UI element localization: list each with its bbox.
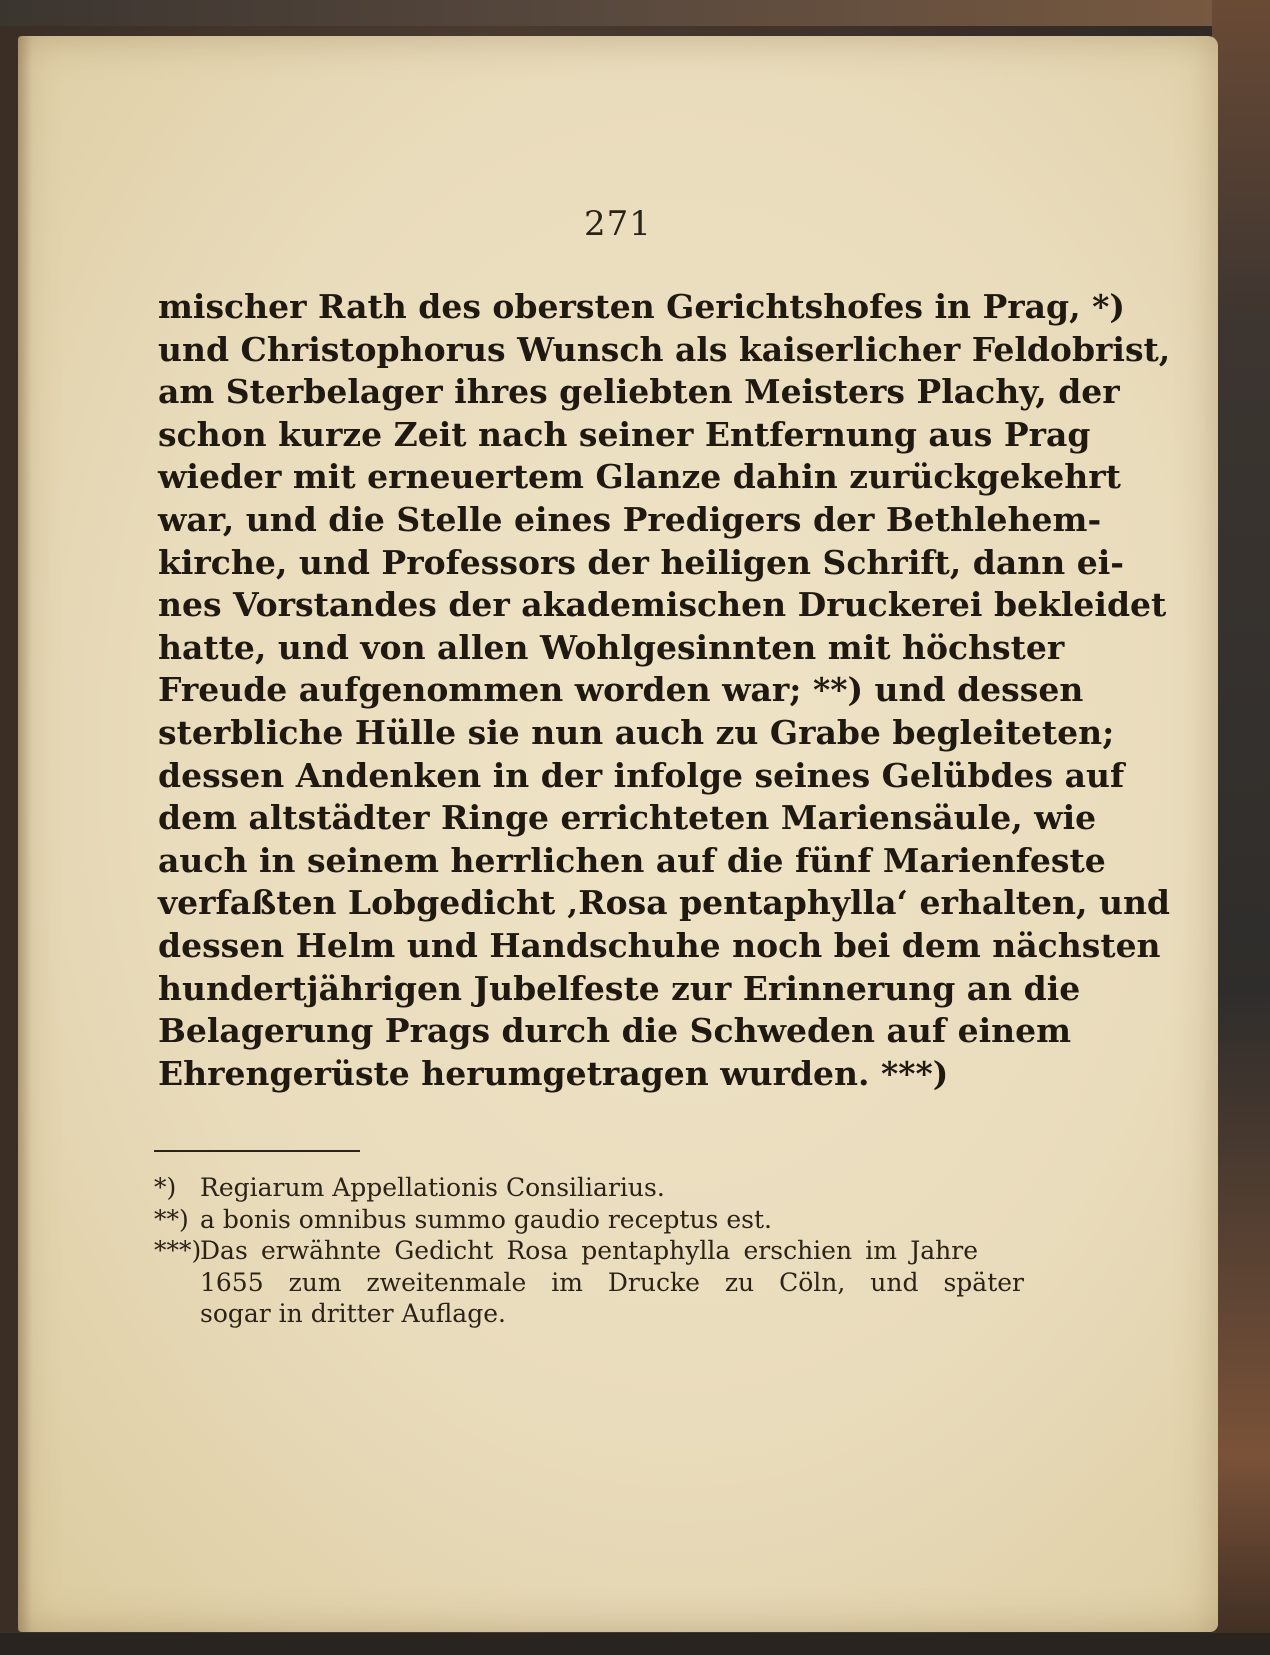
- text-line: dem altstädter Ringe errichteten Mariensäule, wie: [158, 798, 1097, 838]
- footnote-1: [154, 1172, 1054, 1204]
- text-line: Freude aufgenommen worden war; **) und dessen: [158, 670, 1084, 710]
- footnote-divider: [154, 1150, 360, 1152]
- text-line: war, und die Stelle eines Predigers der Bethlehem-: [158, 499, 1102, 539]
- main-text-block: [158, 286, 1171, 1095]
- cover-edge-bottom: [0, 1633, 1270, 1655]
- text-line: Belagerung Prags durch die Schweden auf einem: [158, 1011, 1072, 1051]
- text-line: hatte, und von allen Wohlgesinnten mit höchster: [158, 627, 1065, 667]
- footnote-mark: **): [154, 1204, 189, 1234]
- footnotes-block: [154, 1172, 1054, 1330]
- footnote-text: a bonis omnibus summo gaudio receptus est.: [200, 1204, 772, 1234]
- text-line: am Sterbelager ihres geliebten Meisters Plachy, der: [158, 372, 1120, 412]
- text-line: kirche, und Professors der heiligen Schrift, dann ei-: [158, 542, 1124, 582]
- footnote-mark: ***): [154, 1236, 202, 1265]
- text-line: hundertjährigen Jubelfeste zur Erinnerung an die: [158, 968, 1081, 1008]
- footnote-2: [154, 1204, 1054, 1236]
- cover-edge-right: [1212, 0, 1270, 1655]
- text-line: dessen Helm und Handschuhe noch bei dem nächsten: [158, 925, 1161, 965]
- text-line: und Christophorus Wunsch als kaiserlicher Feldobrist,: [158, 329, 1171, 369]
- footnote-3-continuation: 1655 zum zweitenmale im Drucke zu Cöln, und später: [200, 1267, 1024, 1297]
- text-line: Ehrengerüste herumgetragen wurden. ***): [158, 1053, 949, 1093]
- footnote-3-continuation: sogar in dritter Auflage.: [200, 1299, 506, 1328]
- text-line: dessen Andenken in der infolge seines Gelübdes auf: [158, 755, 1125, 795]
- text-line: auch in seinem herrlichen auf die fünf Marienfeste: [158, 840, 1106, 880]
- text-line: sterbliche Hülle sie nun auch zu Grabe begleiteten;: [158, 712, 1115, 752]
- footnote-text: Regiarum Appellationis Consiliarius.: [200, 1173, 665, 1202]
- page-gutter-shadow: [18, 36, 32, 1632]
- text-line: verfaßten Lobgedicht ‚Rosa pentaphylla‘ erhalten, und: [158, 883, 1171, 923]
- text-line: wieder mit erneuertem Glanze dahin zurückgekehrt: [158, 457, 1121, 497]
- cover-edge-top: [0, 0, 1270, 26]
- book-page: [18, 36, 1218, 1632]
- text-line: schon kurze Zeit nach seiner Entfernung aus Prag: [158, 414, 1091, 454]
- footnote-mark: *): [154, 1173, 177, 1202]
- footnote-text: Das erwähnte Gedicht Rosa pentaphylla erschien im Jahre: [200, 1236, 978, 1265]
- footnote-3: [154, 1235, 1054, 1267]
- page-number: 271: [584, 204, 652, 244]
- text-line: mischer Rath des obersten Gerichtshofes in Prag, *): [158, 287, 1125, 326]
- text-line: nes Vorstandes der akademischen Druckerei bekleidet: [158, 585, 1167, 625]
